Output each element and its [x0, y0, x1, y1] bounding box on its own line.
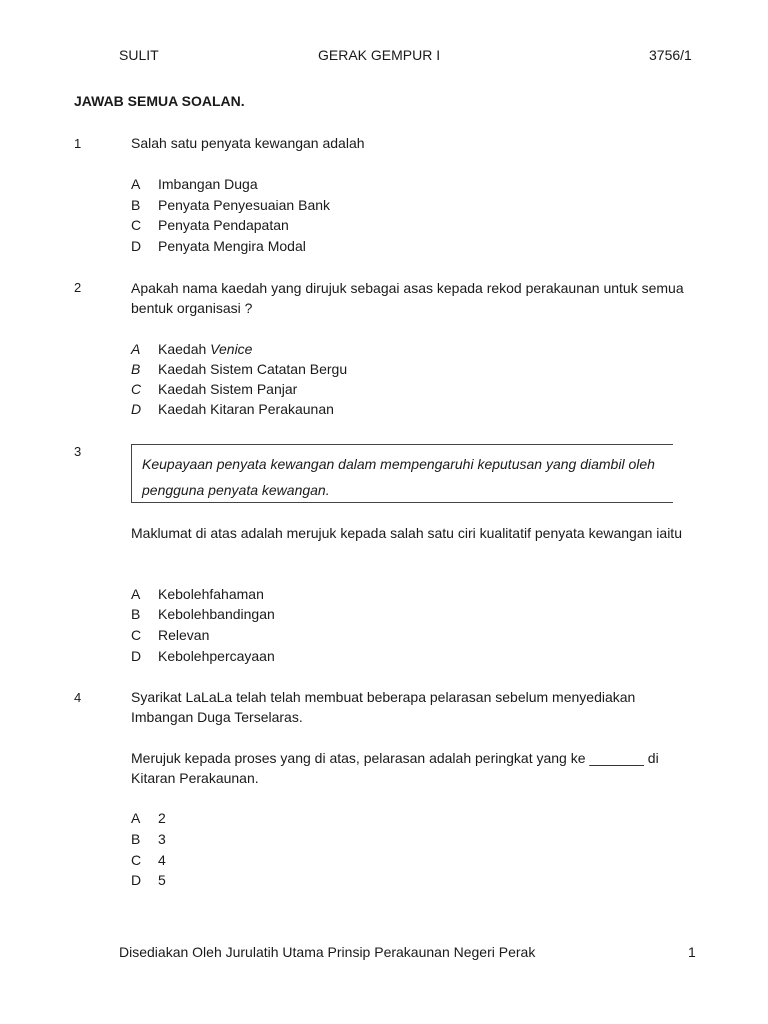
option-letter: B	[131, 197, 141, 213]
question-2-option-c[interactable]	[131, 379, 297, 399]
option-text-prefix: Kaedah	[158, 341, 211, 357]
option-letter: D	[131, 238, 142, 254]
header-classification: SULIT	[119, 47, 159, 63]
question-3-option-a[interactable]	[131, 584, 264, 604]
footer-page-number: 1	[688, 944, 696, 960]
option-letter: D	[131, 648, 142, 664]
footer-prepared-by: Disediakan Oleh Jurulatih Utama Prinsip Perakaunan Negeri Perak	[119, 944, 536, 960]
question-4-text-2: Merujuk kepada proses yang di atas, pelarasan adalah peringkat yang ke _______ di Kitaran Perakaunan.	[131, 750, 659, 786]
question-1-option-d[interactable]	[131, 236, 306, 256]
option-letter: A	[131, 810, 141, 826]
option-text: 3	[158, 831, 166, 847]
question-3-text: Maklumat di atas adalah merujuk kepada salah satu ciri kualitatif penyata kewangan iaitu	[131, 525, 682, 541]
option-text-italic: Venice	[210, 341, 253, 357]
option-text: 5	[158, 872, 166, 888]
option-letter: D	[131, 872, 142, 888]
question-4-number: 4	[74, 690, 82, 705]
option-letter: A	[131, 341, 141, 357]
question-4-option-d[interactable]	[131, 870, 166, 890]
option-letter: B	[131, 831, 141, 847]
question-2-option-a[interactable]	[131, 339, 252, 359]
option-letter: C	[131, 217, 142, 233]
question-1-text: Salah satu penyata kewangan adalah	[131, 135, 365, 151]
header-paper-code: 3756/1	[649, 47, 692, 63]
question-2-number: 2	[74, 280, 82, 295]
question-3-stimulus-box	[131, 444, 673, 503]
question-3-option-b[interactable]	[131, 604, 275, 624]
question-4-text: Syarikat LaLaLa telah telah membuat beberapa pelarasan sebelum menyediakan Imbangan Duga Terselaras.	[131, 689, 636, 725]
option-text: 4	[158, 852, 166, 868]
option-text: Penyata Pendapatan	[158, 217, 289, 233]
option-text: Penyata Penyesuaian Bank	[158, 197, 331, 213]
option-text: Kebolehpercayaan	[158, 648, 275, 664]
question-3-stimulus-text: Keupayaan penyata kewangan dalam mempengaruhi keputusan yang diambil oleh pengguna penyata kewangan.	[142, 456, 655, 498]
option-text: 2	[158, 810, 166, 826]
question-1-option-a[interactable]	[131, 174, 258, 194]
option-letter: D	[131, 401, 142, 417]
question-4-option-b[interactable]	[131, 829, 166, 849]
option-text: Imbangan Duga	[158, 176, 258, 192]
option-letter: A	[131, 586, 141, 602]
option-text: Relevan	[158, 627, 210, 643]
question-3-option-d[interactable]	[131, 646, 275, 666]
option-letter: B	[131, 606, 141, 622]
question-1-option-b[interactable]	[131, 195, 330, 215]
question-4-option-a[interactable]	[131, 808, 166, 828]
question-2-option-d[interactable]	[131, 399, 334, 419]
option-letter: B	[131, 361, 141, 377]
header-title: GERAK GEMPUR I	[318, 47, 441, 63]
option-letter: C	[131, 381, 142, 397]
question-4-option-c[interactable]	[131, 850, 166, 870]
option-text: Kaedah Sistem Panjar	[158, 381, 298, 397]
option-text: Kaedah Kitaran Perakaunan	[158, 401, 334, 417]
option-text: Kebolehbandingan	[158, 606, 275, 622]
question-2-option-b[interactable]	[131, 359, 347, 379]
option-letter: C	[131, 627, 142, 643]
option-letter: A	[131, 176, 141, 192]
instruction-heading: JAWAB SEMUA SOALAN.	[74, 93, 245, 109]
question-2-text: Apakah nama kaedah yang dirujuk sebagai asas kepada rekod perakaunan untuk semua bentuk organisasi ?	[131, 280, 684, 316]
question-3-option-c[interactable]	[131, 625, 209, 645]
option-text: Penyata Mengira Modal	[158, 238, 306, 254]
option-text: Kaedah Sistem Catatan Bergu	[158, 361, 348, 377]
question-1-number: 1	[74, 136, 82, 151]
option-letter: C	[131, 852, 142, 868]
option-text: Kebolehfahaman	[158, 586, 264, 602]
question-1-option-c[interactable]	[131, 215, 289, 235]
question-3-number: 3	[74, 444, 82, 459]
